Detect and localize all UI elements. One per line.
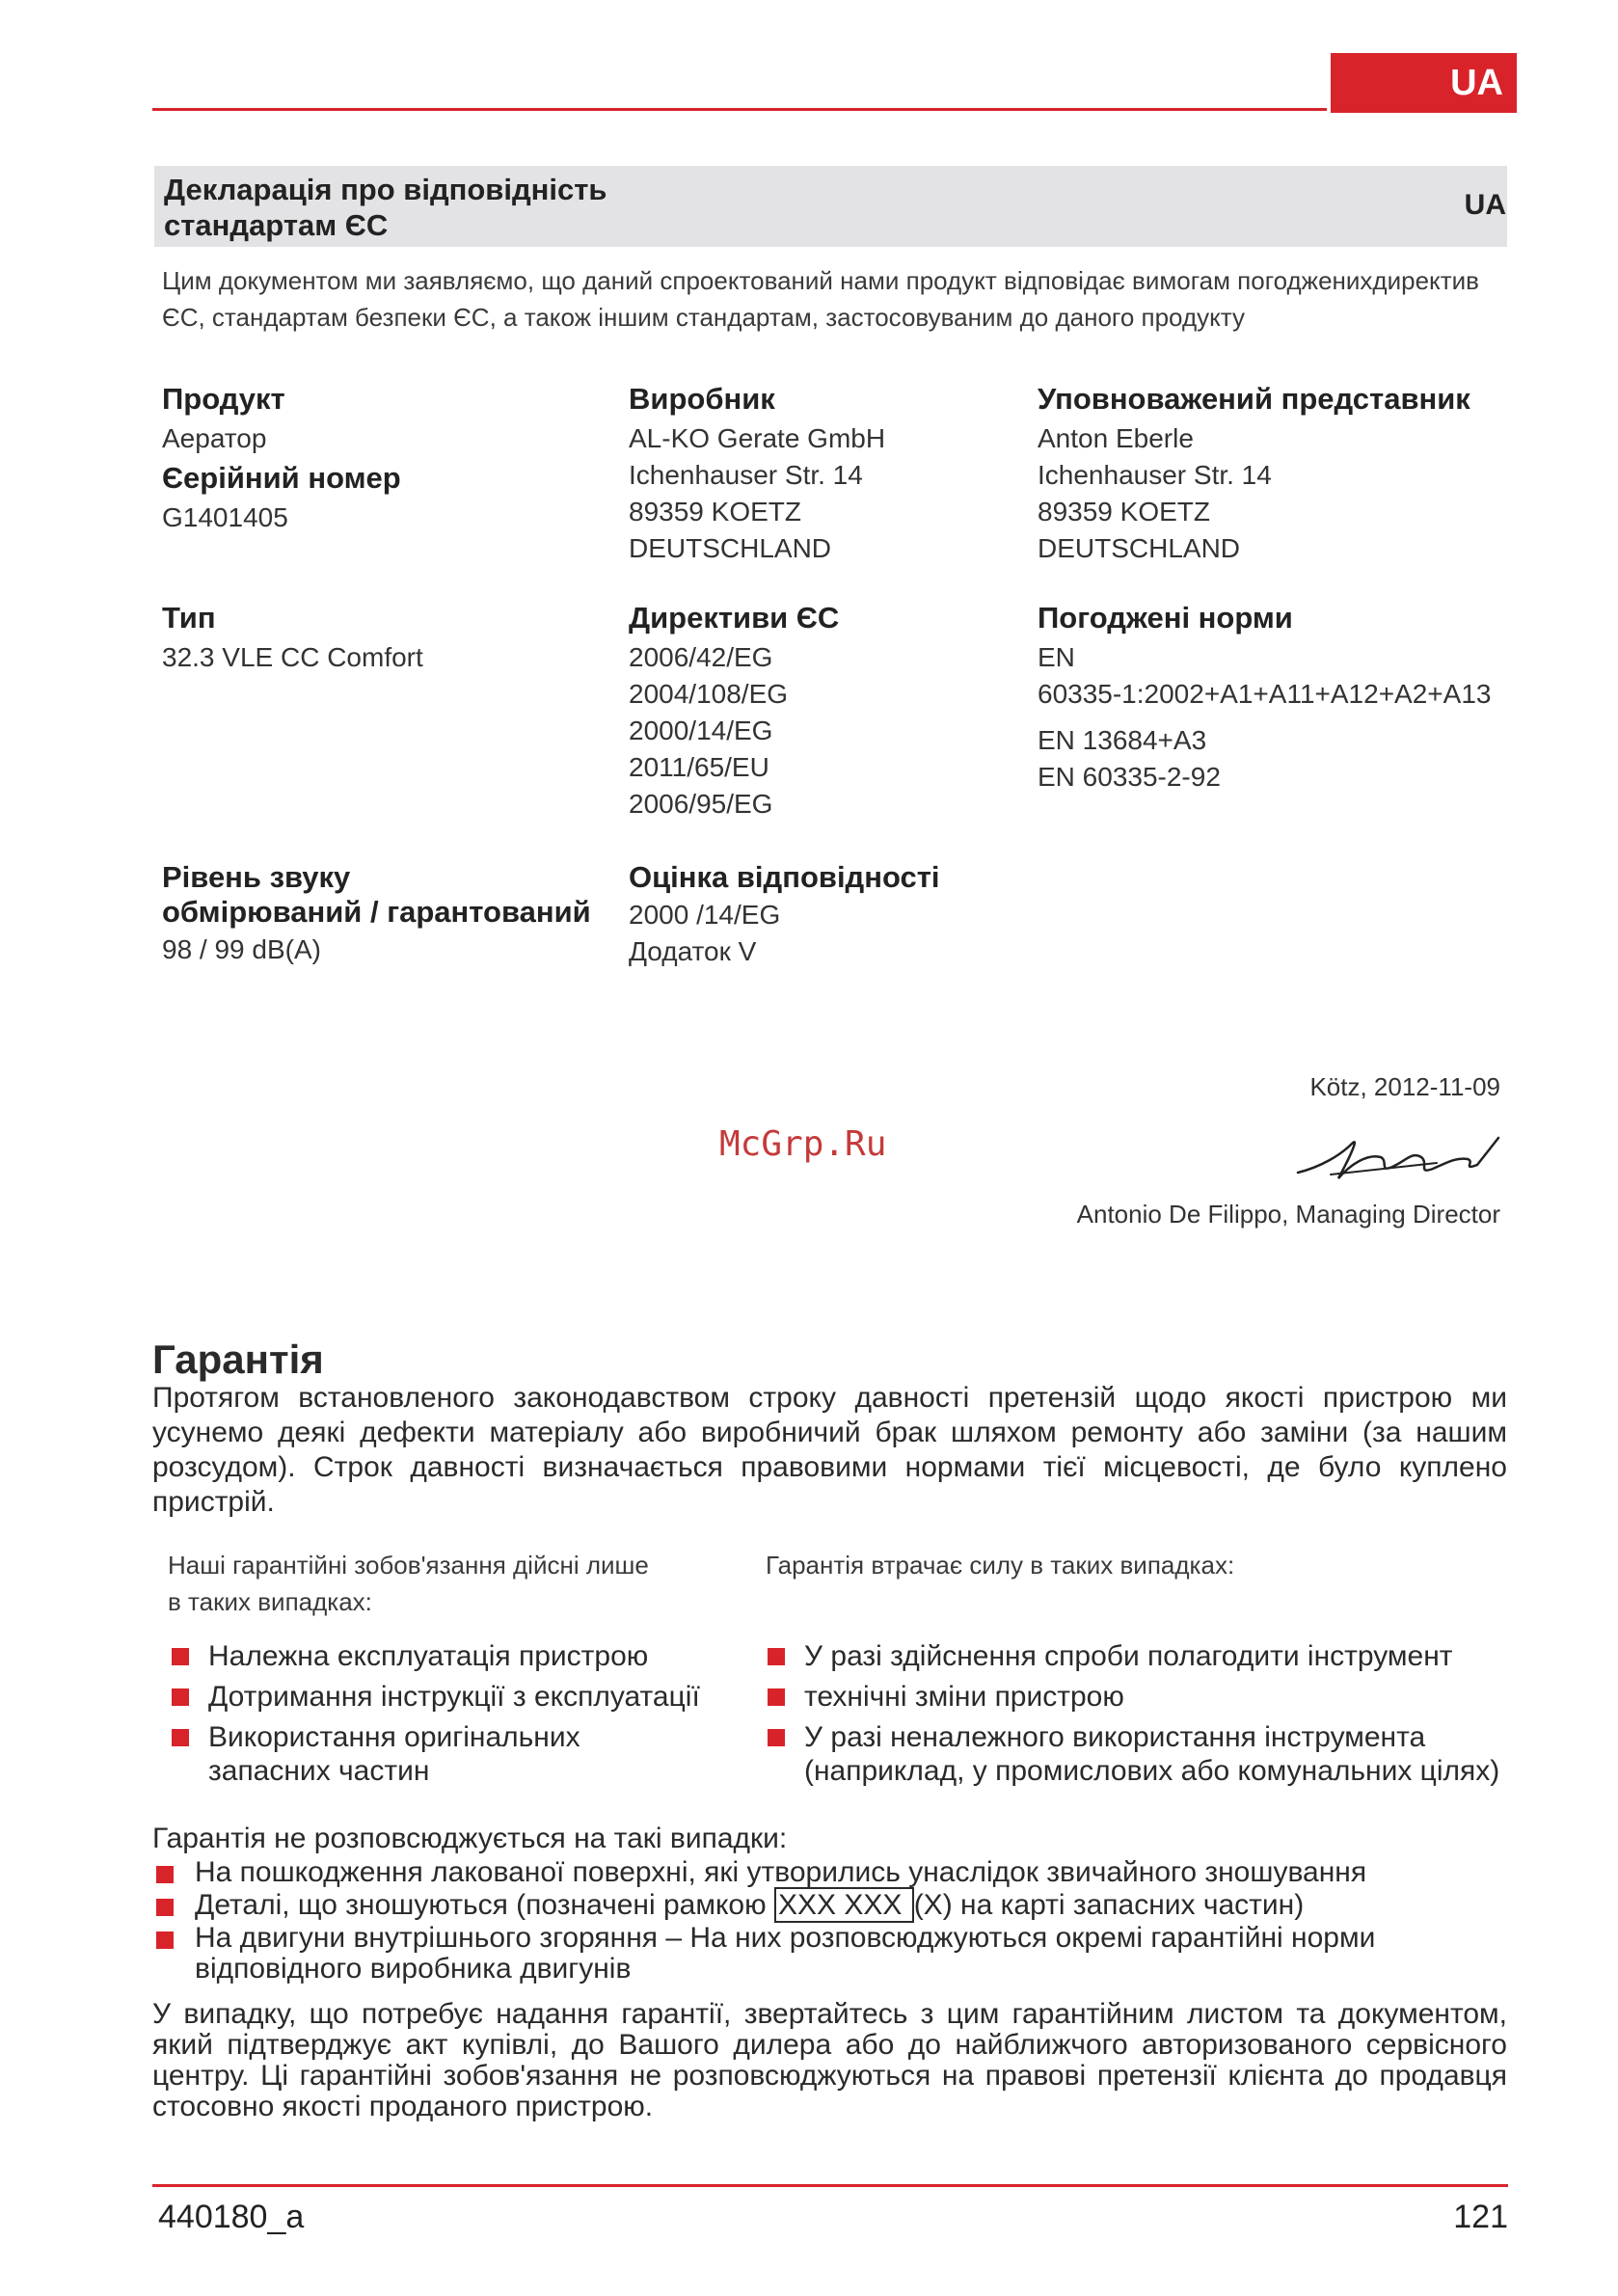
bullet-square-icon: [768, 1729, 785, 1746]
norm-item: EN 13684+A3: [1038, 725, 1207, 755]
watermark: McGrp.Ru: [719, 1124, 887, 1164]
sound-label-line1: Рівень звуку: [162, 860, 351, 894]
guarantee-intro: Протягом встановленого законодавством строку давності претензій щодо якості пристрою ми усунемо деякі дефекти матеріалу або виробничий брак шляхом ремонту або заміни (за нашим розсудом). Строк давності визначається правовими нормами тієї місцевості, де було куплено пристрій.: [152, 1382, 1507, 1518]
representative-line: Anton Eberle: [1038, 423, 1194, 453]
signature: [1292, 1119, 1504, 1196]
footer-rule: [152, 2184, 1508, 2187]
void-item: У разі неналежного використання інструмента (наприклад, у промислових або комунальних цілях): [804, 1721, 1500, 1787]
manufacturer-line: AL-KO Gerate GmbH: [629, 423, 886, 453]
representative-label: Уповноважений представник: [1038, 382, 1470, 416]
directive-item: 2004/108/EG: [629, 679, 789, 709]
header-rule: [152, 108, 1327, 111]
guarantee-final: У випадку, що потребує надання гарантії, звертайтесь з цим гарантійним листом та документом, який підтверджує акт купівлі, до Вашого дилера або до найближчого авторизованого сервісного центру. Ці гарантійні зобов'язання не розповсюджуються на правові претензії клієнта до продавця стосовно якості проданого пристрою.: [152, 1998, 1507, 2122]
manufacturer-line: Ichenhauser Str. 14: [629, 460, 863, 490]
part-number-box: XXX XXX: [774, 1887, 914, 1923]
conformity-line: Додаток V: [629, 936, 757, 966]
bullet-square-icon: [156, 1931, 174, 1949]
not-covered-item: На двигуни внутрішнього згоряння – На них розповсюджуються окремі гарантійні норми відповідного виробника двигунів: [195, 1922, 1376, 1985]
bullet-square-icon: [768, 1648, 785, 1665]
bullet-square-icon: [172, 1729, 189, 1746]
list-item: [156, 1857, 1506, 1888]
declaration-title: [164, 172, 607, 243]
serial-value: G1401405: [162, 502, 288, 532]
not-covered-item: На пошкодження лакованої поверхні, які утворились унаслідок звичайного зношування: [195, 1856, 1367, 1888]
not-covered-head: Гарантія не розповсюджується на такі випадки:: [152, 1823, 788, 1854]
valid-head-line1: Наші гарантійні зобов'язання дійсні лише: [168, 1551, 649, 1580]
type-label: Тип: [162, 601, 216, 635]
declaration-intro: Цим документом ми заявляємо, що даний спроектований нами продукт відповідає вимогам погодженихдиректив ЄС, стандартам безпеки ЄС, а також іншим стандартам, застосовуваним до даного продукту: [162, 266, 1479, 332]
valid-item: Дотримання інструкції з експлуатації: [208, 1681, 700, 1713]
directive-item: 2011/65/EU: [629, 752, 769, 782]
representative-line: Ichenhauser Str. 14: [1038, 460, 1272, 490]
directive-item: 2006/42/EG: [629, 642, 773, 672]
manufacturer-block: [629, 382, 885, 567]
valid-column: [168, 1547, 746, 1620]
representative-block: [1038, 382, 1470, 567]
language-tab: UA: [1331, 53, 1517, 113]
conformity-label: Оцінка відповідності: [629, 860, 940, 894]
place-date: Kötz, 2012-11-09: [1309, 1072, 1500, 1101]
bullet-square-icon: [768, 1688, 785, 1706]
bullet-square-icon: [156, 1899, 174, 1916]
sound-value: 98 / 99 dB(A): [162, 934, 321, 964]
list-item: [172, 1639, 741, 1673]
list-item: [172, 1680, 741, 1714]
norms-label: Погоджені норми: [1038, 601, 1293, 635]
representative-line: DEUTSCHLAND: [1038, 533, 1241, 563]
bullet-square-icon: [156, 1866, 174, 1883]
list-item: [768, 1720, 1510, 1788]
directives-block: [629, 601, 839, 823]
manufacturer-line: 89359 KOETZ: [629, 497, 801, 527]
void-list: [768, 1639, 1510, 1795]
doc-code: 440180_a: [158, 2199, 305, 2235]
norm-item: 60335-1:2002+A1+A11+A12+A2+A13: [1038, 679, 1492, 709]
type-value: 32.3 VLE CC Comfort: [162, 642, 423, 672]
representative-line: 89359 KOETZ: [1038, 497, 1210, 527]
declaration-title-line1: Декларація про відповідність: [164, 173, 607, 206]
list-item: [172, 1720, 623, 1788]
product-value: Аератор: [162, 423, 267, 453]
void-item: технічні зміни пристрою: [804, 1681, 1124, 1713]
page-number: 121: [1453, 2199, 1508, 2235]
not-covered-item-pre: Деталі, що зношуються (позначені рамкою: [195, 1889, 774, 1921]
norms-block: [1038, 601, 1491, 796]
norm-item: EN 60335-2-92: [1038, 762, 1221, 792]
manufacturer-label: Виробник: [629, 382, 775, 416]
manufacturer-line: DEUTSCHLAND: [629, 533, 832, 563]
conformity-line: 2000 /14/EG: [629, 900, 781, 930]
valid-list: [172, 1639, 741, 1795]
list-item: [768, 1639, 1510, 1673]
valid-item: Належна експлуатація пристрою: [208, 1640, 649, 1672]
list-item: [768, 1680, 1510, 1714]
void-item: У разі здійснення спроби полагодити інструмент: [804, 1640, 1453, 1672]
signatory: Antonio De Filippo, Managing Director: [1076, 1200, 1500, 1229]
directive-item: 2000/14/EG: [629, 716, 773, 745]
norm-item: EN: [1038, 642, 1075, 672]
serial-label: Єерійний номер: [162, 461, 401, 495]
bullet-square-icon: [172, 1648, 189, 1665]
directive-item: 2006/95/EG: [629, 789, 773, 819]
list-item: [156, 1890, 1506, 1921]
declaration-title-line2: стандартам ЄС: [164, 208, 389, 242]
list-item: [156, 1923, 1506, 1985]
sound-label-line2: обмірюваний / гарантований: [162, 895, 591, 929]
declaration-lang: UA: [1464, 189, 1506, 221]
void-head: Гарантія втрачає силу в таких випадках:: [766, 1551, 1235, 1580]
sound-block: [162, 860, 591, 968]
bullet-square-icon: [172, 1688, 189, 1706]
type-block: [162, 601, 423, 676]
directives-label: Директиви ЄС: [629, 601, 840, 635]
not-covered-item-post: (X) на карті запасних частин): [913, 1889, 1305, 1921]
product-block: [162, 382, 401, 536]
conformity-block: [629, 860, 940, 970]
guarantee-title: Гарантія: [152, 1337, 324, 1382]
not-covered-list: [156, 1857, 1506, 1986]
valid-head-line2: в таких випадках:: [168, 1587, 372, 1616]
product-label: Продукт: [162, 382, 285, 416]
valid-item: Використання оригінальних запасних частин: [208, 1721, 580, 1787]
